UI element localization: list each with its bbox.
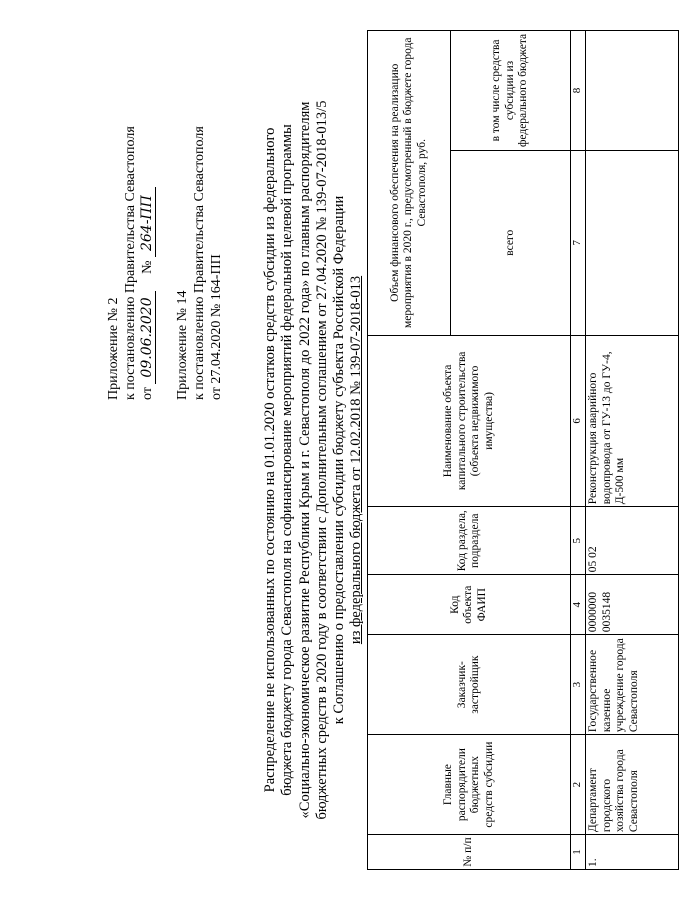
header-num: № п/п	[368, 835, 571, 870]
row-federal	[586, 31, 679, 151]
header-funding-volume: Объем финансового обеспечения на реализацию мероприятия в 2020 г., предусмотренный в бюджете города Севастополя, руб.	[368, 31, 451, 336]
date-prefix: от	[140, 387, 155, 400]
header-row-1	[368, 31, 451, 870]
row-object-name: Реконструкция аварийного водопровода от ГУ-13 до ГУ-4, Д-500 мм	[586, 335, 679, 507]
title-line-6: из федерального бюджета от 12.02.2018 № 139-07-2018-013	[348, 275, 365, 645]
appendix-14-ref: к постановлению Правительства Севастополя	[192, 126, 207, 400]
header-total: всего	[451, 150, 571, 335]
appendix-2-ref: к постановлению Правительства Севастополя	[123, 126, 138, 400]
header-main-managers: Главные распорядители бюджетных средств субсидии	[368, 735, 571, 835]
appendix-2-title: Приложение № 2	[106, 297, 121, 400]
title-line-2: бюджета бюджету города Севастополя на софинансирование мероприятий федеральной целевой программы	[279, 124, 296, 796]
header-federal-share: в том числе средства субсидии из федерального бюджета	[451, 31, 571, 151]
row-section-code: 05 02	[586, 507, 679, 575]
header-section-code: Код раздела, подраздела	[368, 507, 571, 575]
header-customer: Заказчик-застройщик	[368, 635, 571, 735]
number-prefix: №	[140, 260, 155, 274]
row-main-manager: Департамент городского хозяйства города Севастополя	[586, 735, 679, 835]
row-faip-code: 0000000 0035148	[586, 575, 679, 635]
header-faip-code: Код объекта ФАИП	[368, 575, 571, 635]
header-object-name: Наименование объекта капитального строительства (объекта недвижимого имущества)	[368, 335, 571, 507]
document-title	[262, 30, 366, 890]
column-number-row	[571, 31, 586, 870]
col-number: 7	[571, 150, 586, 335]
handwritten-number: 264-ПП	[140, 187, 156, 257]
appendix-14-title: Приложение № 14	[175, 290, 190, 400]
col-number: 3	[571, 635, 586, 735]
title-line-3: «Социально-экономическое развитие Республики Крым и г. Севастополя до 2022 года» по главным распорядителям	[296, 101, 313, 819]
appendix-header	[105, 20, 225, 400]
row-customer: Государственное казенное учреждение города Севастополя	[586, 635, 679, 735]
title-line-4: бюджетных средств в 2020 году в соответствии с Дополнительным соглашением от 27.04.2020 № 139-07-2018-013/5	[313, 100, 330, 820]
title-line-5: к Соглашению о предоставлении субсидии бюджету субъекта Российской Федерации	[331, 195, 348, 725]
col-number: 2	[571, 735, 586, 835]
col-number: 8	[571, 31, 586, 151]
appendix-2-date-line	[139, 20, 156, 400]
title-line-1: Распределение не использованных по состоянию на 01.01.2020 остатков средств субсидии из федерального	[262, 127, 278, 793]
col-number: 6	[571, 335, 586, 507]
col-number: 1	[571, 835, 586, 870]
table-row	[586, 31, 679, 870]
handwritten-date: 09.06.2020	[140, 291, 156, 383]
col-number: 4	[571, 575, 586, 635]
row-num: 1.	[586, 835, 679, 870]
row-total	[586, 150, 679, 335]
distribution-table	[367, 30, 679, 870]
appendix-14-date: от 27.04.2020 № 164-ПП	[209, 254, 224, 400]
col-number: 5	[571, 507, 586, 575]
